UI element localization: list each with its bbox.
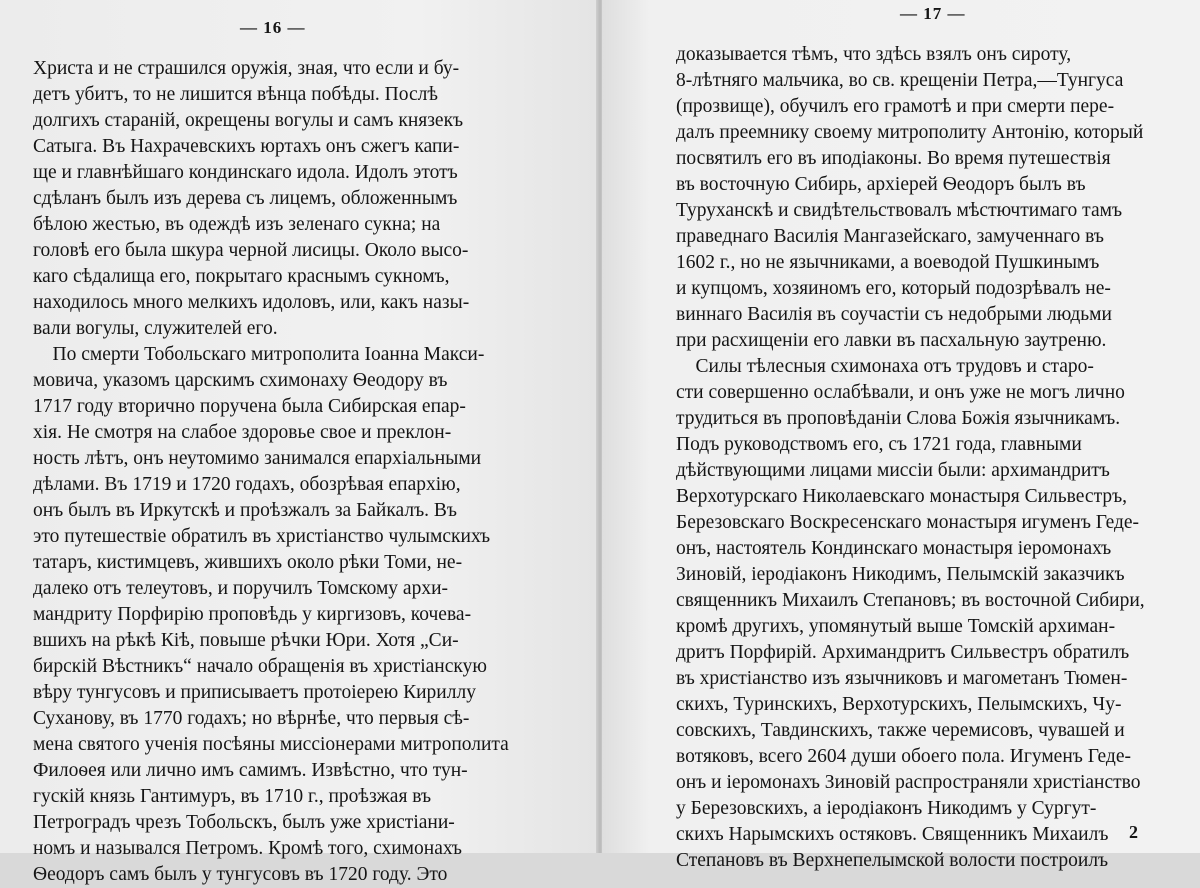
text-line: Суханову, въ 1770 годахъ; но вѣрнѣе, что первыя сѣ-	[33, 708, 470, 729]
text-line: это путешествіе обратилъ въ христіанство чулымскихъ	[33, 526, 491, 547]
page-number-left: — 16 —	[240, 18, 306, 37]
text-line: гускій князь Гантимуръ, въ 1710 г., проѣзжая въ	[33, 786, 432, 807]
text-line: у Березовскихъ, а іеродіаконъ Никодимъ у Сургут-	[676, 798, 1097, 819]
text-line: Подъ руководствомъ его, съ 1721 года, главными	[676, 434, 1082, 455]
text-line: мандриту Порфирію проповѣдь у киргизовъ, кочева-	[33, 604, 472, 625]
right-page-text	[676, 42, 1196, 874]
right-page	[602, 0, 1200, 871]
text-line: Березовскаго Воскресенскаго монастыря игуменъ Геде-	[676, 512, 1140, 533]
text-line: детъ убитъ, то не лишится вѣнца побѣды. Послѣ	[33, 84, 438, 105]
text-line: вали вогулы, служителей его.	[33, 318, 278, 339]
text-line: праведнаго Василія Мангазейскаго, замученнаго въ	[676, 226, 1104, 247]
text-line: кромѣ другихъ, упомянутый выше Томскій архиман-	[676, 616, 1116, 637]
text-line: находилось много мелкихъ идоловъ, или, какъ назы-	[33, 292, 470, 313]
signature-mark: 2	[1129, 822, 1138, 842]
text-line: трудиться въ проповѣданіи Слова Божія язычникамъ.	[676, 408, 1121, 429]
text-line: Туруханскѣ и свидѣтельствовалъ мѣстючтимаго тамъ	[676, 200, 1123, 221]
text-line: дѣйствующими лицами миссіи были: архимандритъ	[676, 460, 1110, 481]
text-line: скихъ Нарымскихъ остяковъ. Священникъ Михаилъ	[676, 824, 1109, 845]
text-line: посвятилъ его въ иподіаконы. Во время путешествія	[676, 148, 1111, 169]
text-line: вотяковъ, всего 2604 души обоего пола. Игуменъ Геде-	[676, 746, 1131, 767]
text-line: (прозвище), обучилъ его грамотѣ и при смерти пере-	[676, 96, 1115, 117]
text-line: сдѣланъ былъ изъ дерева съ лицемъ, обложеннымъ	[33, 188, 458, 209]
text-line: скихъ, Туринскихъ, Верхотурскихъ, Пелымскихъ, Чу-	[676, 694, 1122, 715]
text-line: священникъ Михаилъ Степановъ; въ восточной Сибири,	[676, 590, 1145, 611]
text-line: далъ преемнику своему митрополиту Антонію, который	[676, 122, 1144, 143]
left-page	[0, 0, 598, 885]
text-line: Верхотурскаго Николаевскаго монастыря Сильвестръ,	[676, 486, 1128, 507]
text-line: мена святого ученія посѣяны миссіонерами митрополита	[33, 734, 509, 755]
text-line: номъ и назывался Петромъ. Кромѣ того, схимонахъ	[33, 838, 462, 859]
text-line: дѣлами. Въ 1719 и 1720 годахъ, обозрѣвая епархію,	[33, 474, 461, 495]
text-line: сти совершенно ослабѣвали, и онъ уже не могъ лично	[676, 382, 1125, 403]
text-line: Зиновій, іеродіаконъ Никодимъ, Пелымскій заказчикъ	[676, 564, 1125, 585]
text-line: Сатыга. Въ Нахрачевскихъ юртахъ онъ сжегъ капи-	[33, 136, 460, 157]
text-line: 1717 году вторично поручена была Сибирская епар-	[33, 396, 466, 417]
text-line: долгихъ стараній, окрещены вогулы и самъ князекъ	[33, 110, 464, 131]
text-line: въ восточную Сибирь, архіерей Ѳеодоръ былъ въ	[676, 174, 1086, 195]
text-line: при расхищеніи его лавки въ пасхальную заутреню.	[676, 330, 1107, 351]
text-line: и купцомъ, хозяиномъ его, который подозрѣвалъ не-	[676, 278, 1111, 299]
text-line: онъ, настоятель Кондинскаго монастыря іеромонахъ	[676, 538, 1112, 559]
text-line: 8-лѣтняго мальчика, во св. крещеніи Петра,—Тунгуса	[676, 70, 1124, 91]
text-line: 1602 г., но не язычниками, а воеводой Пушкинымъ	[676, 252, 1100, 273]
text-line: вѣру тунгусовъ и приписываетъ протоіерею Кириллу	[33, 682, 476, 703]
text-line: Петроградъ чрезъ Тобольскъ, былъ уже христіани-	[33, 812, 455, 833]
text-line: мовича, указомъ царскимъ схимонаху Ѳеодору въ	[33, 370, 448, 391]
text-line: дритъ Порфирій. Архимандритъ Сильвестръ обратилъ	[676, 642, 1130, 663]
text-line: татаръ, кистимцевъ, жившихъ около рѣки Томи, не-	[33, 552, 463, 573]
page-number-right: — 17 —	[900, 4, 966, 23]
text-line: каго сѣдалища его, покрытаго краснымъ сукномъ,	[33, 266, 450, 287]
left-page-text	[33, 56, 553, 888]
text-line: доказывается тѣмъ, что здѣсь взялъ онъ сироту,	[676, 44, 1072, 65]
text-line: далеко отъ телеутовъ, и поручилъ Томскому архи-	[33, 578, 449, 599]
text-line: бѣлою жестью, въ одеждѣ изъ зеленаго сукна; на	[33, 214, 441, 235]
text-line: ность лѣтъ, онъ неутомимо занимался епархіальными	[33, 448, 482, 469]
text-line: онъ былъ въ Иркутскѣ и проѣзжалъ за Байкалъ. Въ	[33, 500, 458, 521]
text-line: По смерти Тобольскаго митрополита Іоанна Макси-	[33, 344, 485, 365]
text-line: совскихъ, Тавдинскихъ, также черемисовъ, чувашей и	[676, 720, 1125, 741]
text-line: хія. Не смотря на слабое здоровье свое и преклон-	[33, 422, 452, 443]
text-line: вшихъ на рѣкѣ Кіѣ, повыше рѣчки Юри. Хотя „Си-	[33, 630, 459, 651]
text-line: головѣ его была шкура черной лисицы. Около высо-	[33, 240, 469, 261]
text-line: бирскій Вѣстникъ“ начало обращенія въ христіанскую	[33, 656, 487, 677]
text-line: онъ и іеромонахъ Зиновій распространяли христіанство	[676, 772, 1141, 793]
text-line: виннаго Василія въ соучастіи съ недобрыми людьми	[676, 304, 1112, 325]
text-line: Ѳеодоръ самъ былъ у тунгусовъ въ 1720 году. Это	[33, 864, 448, 885]
text-line: Филоѳея или лично имъ самимъ. Извѣстно, что тун-	[33, 760, 468, 781]
text-line: Степановъ въ Верхнепелымской волости построилъ	[676, 850, 1109, 871]
text-line: ще и главнѣйшаго кондинскаго идола. Идолъ этотъ	[33, 162, 458, 183]
text-line: въ христіанство изъ язычниковъ и магометанъ Тюмен-	[676, 668, 1128, 689]
text-line: Христа и не страшился оружія, зная, что если и бу-	[33, 58, 460, 79]
text-line: Силы тѣлесныя схимонаха отъ трудовъ и старо-	[676, 356, 1094, 377]
